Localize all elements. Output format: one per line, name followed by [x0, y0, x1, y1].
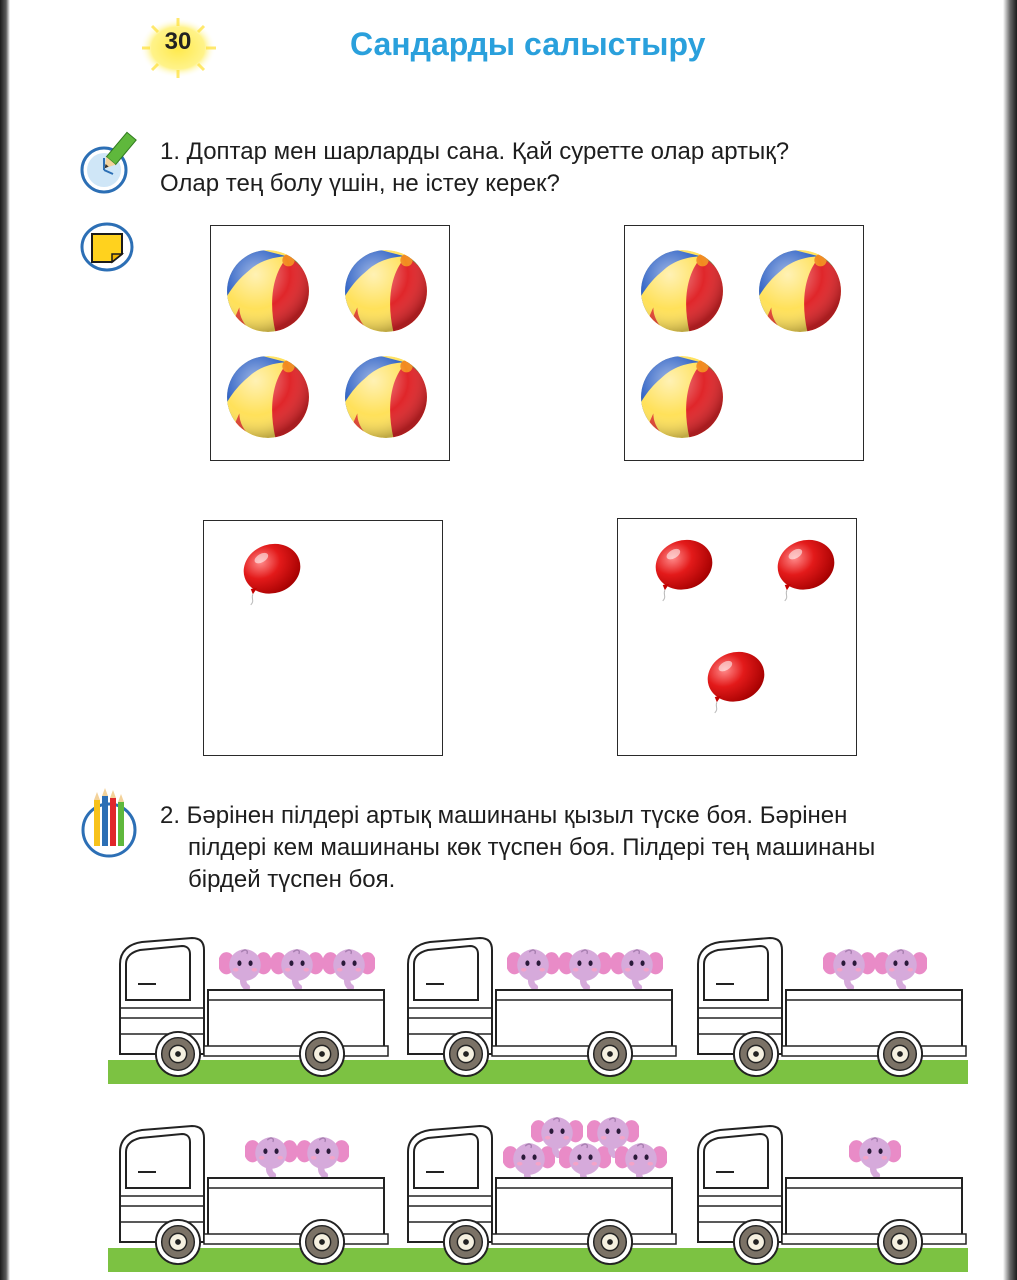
truck-2-1[interactable]: [120, 1126, 388, 1264]
wheel-icon: [156, 1220, 200, 1264]
elephant-icon: [506, 949, 560, 987]
task1-text-line2: Олар тең болу үшін, не істеу керек?: [160, 170, 560, 197]
elephant-icon: [270, 949, 324, 987]
elephant-icon: [558, 949, 612, 987]
wheel-icon: [734, 1220, 778, 1264]
wheel-icon: [588, 1032, 632, 1076]
wheel-icon: [878, 1032, 922, 1076]
elephant-icon: [218, 949, 272, 987]
elephant-icon: [502, 1143, 556, 1181]
elephant-icon: [244, 1137, 298, 1175]
task2-text-line1: 2. Бәрінен пілдері артық машинаны қызыл түске боя. Бәрінен: [160, 802, 848, 829]
wheel-icon: [444, 1032, 488, 1076]
page-number: 30: [164, 28, 192, 55]
truck-1-1[interactable]: [120, 938, 388, 1076]
task2-text-line3: бірдей түспен боя.: [188, 866, 396, 893]
wheel-icon: [300, 1032, 344, 1076]
wheel-icon: [300, 1220, 344, 1264]
wheel-icon: [878, 1220, 922, 1264]
task1-text-line1: 1. Доптар мен шарларды сана. Қай суретте олар артық?: [160, 138, 790, 165]
wheel-icon: [588, 1220, 632, 1264]
truck-2-2[interactable]: [408, 1117, 676, 1264]
elephant-icon: [558, 1143, 612, 1181]
wheel-icon: [156, 1032, 200, 1076]
elephant-icon: [614, 1143, 668, 1181]
elephant-icon: [822, 949, 876, 987]
wheel-icon: [734, 1032, 778, 1076]
elephant-icon: [874, 949, 928, 987]
task2-text-line2: пілдері кем машинаны көк түспен боя. Пілдері тең машинаны: [188, 834, 876, 861]
grass-strip-row2: [108, 1248, 968, 1272]
truck-body: [698, 1126, 966, 1244]
truck-1-3[interactable]: [698, 938, 966, 1076]
truck-2-3[interactable]: [698, 1126, 966, 1264]
truck-1-2[interactable]: [408, 938, 676, 1076]
elephant-icon: [848, 1137, 902, 1175]
elephant-icon: [296, 1137, 350, 1175]
page-title: Сандарды салыстыру: [350, 26, 706, 62]
elephant-icon: [322, 949, 376, 987]
grass-strip-row1: [108, 1060, 968, 1084]
truck-body: [408, 1126, 676, 1244]
elephant-icon: [610, 949, 664, 987]
wheel-icon: [444, 1220, 488, 1264]
